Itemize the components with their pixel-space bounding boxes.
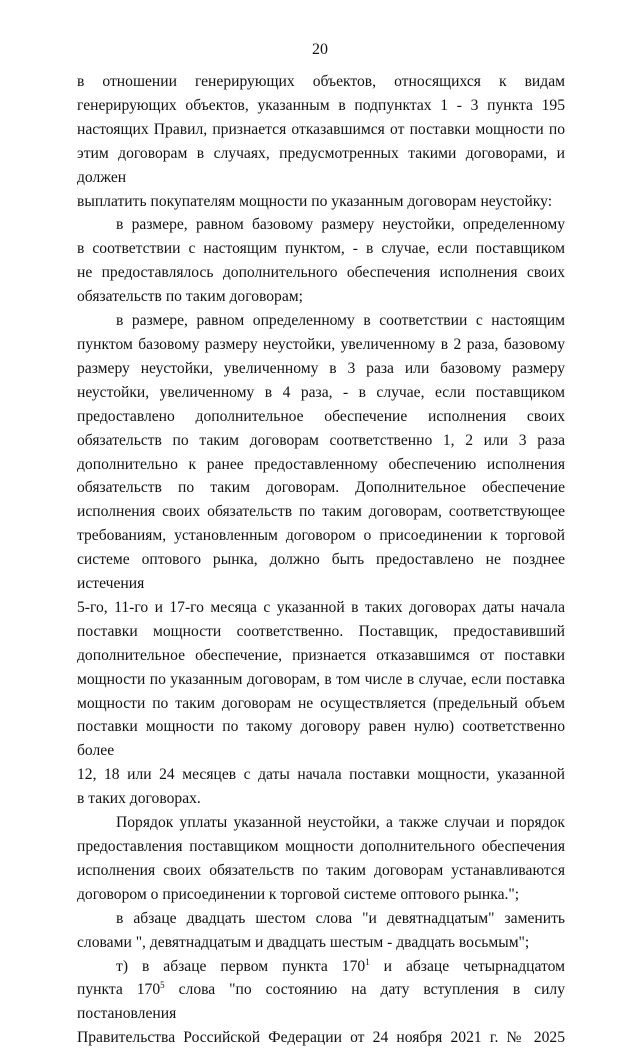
text-line: Порядок уплаты указанной неустойки, а также случаи и порядок [116, 814, 565, 832]
text-line: не предоставлялось дополнительного обеспечения исполнения своих [77, 264, 565, 282]
text-line: поставки мощности соответственно. Поставщик, предоставивший [77, 622, 565, 640]
superscript: 5 [160, 980, 165, 991]
text-line: выплатить покупателям мощности по указанным договорам неустойку: [77, 192, 553, 210]
text-line: настоящих Правил, признается отказавшимся от поставки мощности по [77, 120, 565, 138]
text-line: системе оптового рынка, должно быть предоставлено не позднее истечения [77, 551, 565, 593]
text-line: предоставлено дополнительное обеспечение исполнения своих [77, 407, 565, 425]
text-line: договором о присоединении к торговой системе оптового рынка."; [77, 885, 520, 903]
paragraph-payment-procedure [77, 811, 565, 907]
text-line: размеру неустойки, увеличенному в 3 раза или базовому размеру [77, 359, 565, 377]
text-line: дополнительно к ранее предоставленному обеспечению исполнения [77, 455, 565, 473]
text-line: словами ", девятнадцатым и двадцать шестым - двадцать восьмым"; [77, 933, 530, 951]
text-fragment: пункта 170 [77, 981, 161, 999]
text-line: предоставления поставщиком мощности дополнительного обеспечения [77, 838, 565, 855]
text-line: неустойки, увеличенному в 4 раза, - в случае, если поставщиком [77, 383, 565, 401]
text-line [77, 955, 565, 979]
text-line: 5-го, 11-го и 17-го месяца с указанной в таких договорах даты начала [77, 598, 565, 616]
text-fragment: т) в абзаце первом пункта 170 [116, 957, 366, 975]
text-line [77, 978, 565, 1026]
paragraph-amendment-26 [77, 907, 565, 955]
text-line: в абзаце двадцать шестом слова "и девятнадцатым" заменить [116, 909, 565, 927]
paragraph-base-penalty [77, 213, 565, 309]
text-line: 12, 18 или 24 месяцев с даты начала поставки мощности, указанной [77, 766, 565, 784]
text-line: мощности по указанным договорам, в том числе в случае, если поставка [77, 670, 565, 688]
text-line: пунктом базовому размеру неустойки, увеличенному в 2 раза, базовому [77, 335, 565, 353]
document-body [77, 70, 565, 1050]
text-line: поставки мощности по такому договору равен нулю) соответственно более [77, 718, 565, 760]
text-line: этим договорам в случаях, предусмотренных такими договорами, и должен [77, 144, 565, 186]
paragraph-generating-objects [77, 70, 565, 213]
text-line: исполнения своих обязательств по таким договорам устанавливаются [77, 861, 565, 879]
text-fragment: и абзаце четырнадцатом [369, 957, 565, 975]
text-line: дополнительное обеспечение, признается отказавшимся от поставки [77, 646, 565, 664]
text-line: требованиям, установленным договором о присоединении к торговой [77, 527, 565, 545]
page-number: 20 [312, 41, 328, 58]
text-line: исполнения своих обязательств по таким договорам, соответствующее [77, 503, 565, 521]
paragraph-item-t [77, 955, 565, 1050]
text-line: в отношении генерирующих объектов, относящихся к видам [77, 73, 565, 90]
text-line: Правительства Российской Федерации от 24 ноября 2021 г. № 2025 [77, 1029, 565, 1047]
text-line: генерирующих объектов, указанным в подпунктах 1 - 3 пункта 195 [77, 96, 565, 114]
text-line: обязательств по таким договорам соответственно 1, 2 или 3 раза [77, 431, 565, 449]
text-fragment: слова "по состоянию на дату вступления в силу постановления [77, 981, 566, 1023]
text-line: обязательств по таким договорам; [77, 288, 303, 306]
text-line: обязательств по таким договорам. Дополнительное обеспечение [77, 479, 565, 497]
text-line: в таких договорах. [77, 790, 201, 808]
text-line: мощности по таким договорам не осуществляется (предельный объем [77, 694, 565, 712]
text-line: в размере, равном определенному в соответствии с настоящим [116, 312, 565, 330]
text-line: в размере, равном базовому размеру неустойки, определенному [116, 216, 565, 234]
text-line: в соответствии с настоящим пунктом, - в случае, если поставщиком [77, 240, 565, 258]
paragraph-increased-penalty [77, 309, 565, 811]
superscript: 1 [365, 956, 370, 967]
